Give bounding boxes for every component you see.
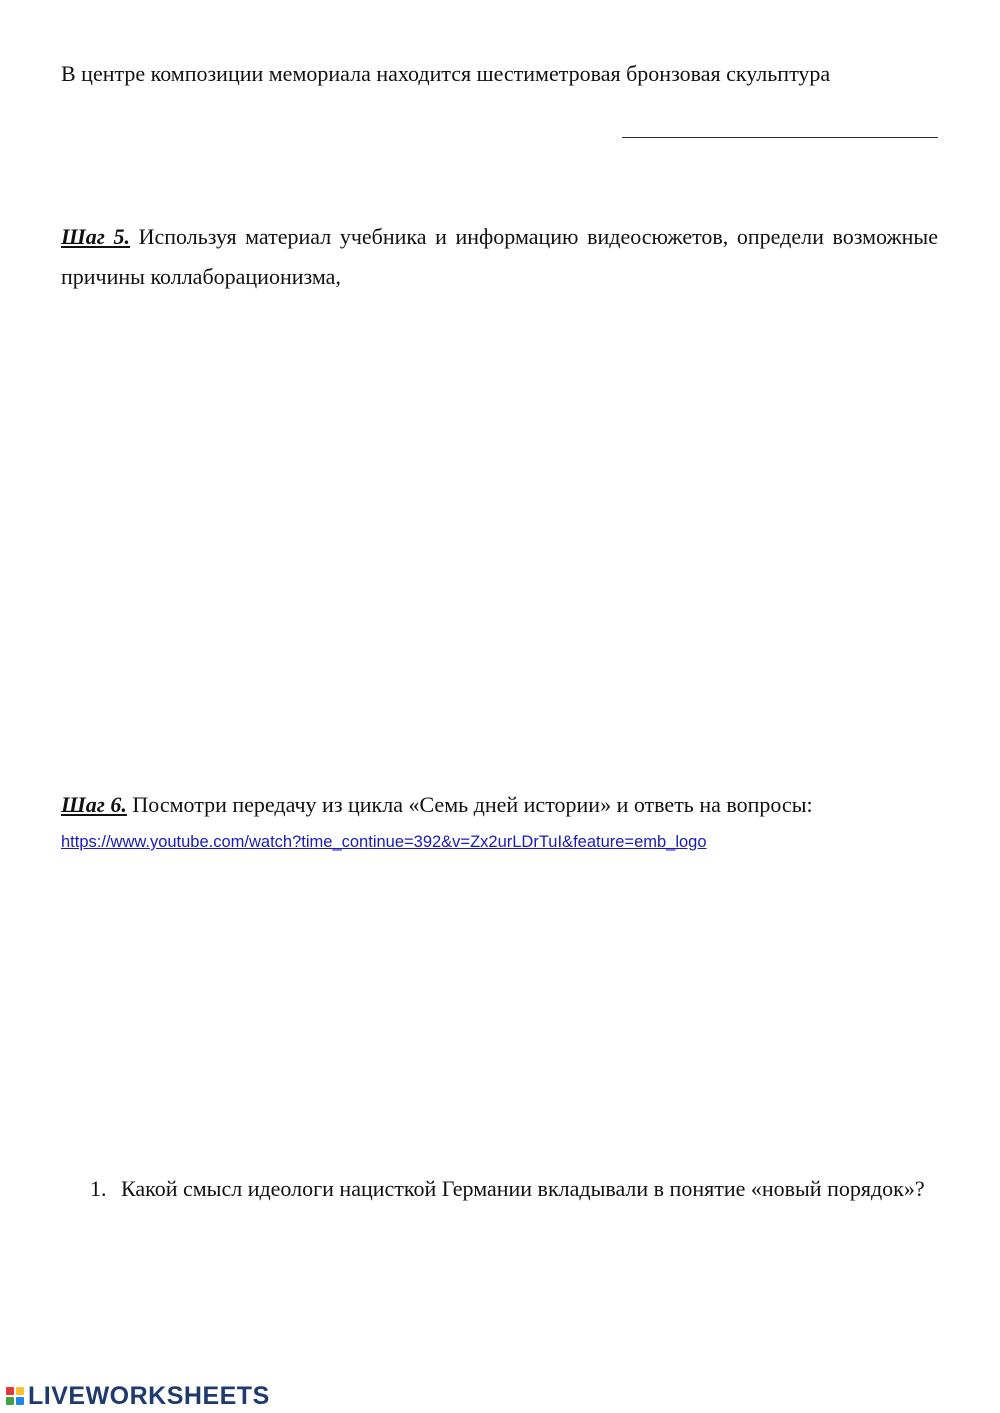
logo-square-red	[6, 1387, 14, 1395]
liveworksheets-logo	[6, 1381, 270, 1411]
question-number: 1.	[90, 1176, 107, 1201]
logo-square-yellow	[16, 1387, 24, 1395]
step5-label: Шаг 5.	[61, 224, 130, 249]
logo-square-green	[6, 1397, 14, 1405]
intro-sentence: В центре композиции мемориала находится шестиметровая бронзовая скульптура	[61, 61, 831, 86]
step5-text: Используя материал учебника и информацию видеосюжетов, определи возможные причины коллаборационизма,	[61, 224, 938, 289]
youtube-link[interactable]: https://www.youtube.com/watch?time_continue=392&v=Zx2urLDrTuI&feature=emb_logo	[61, 833, 707, 851]
step5-paragraph	[61, 217, 938, 297]
step6-text: Посмотри передачу из цикла «Семь дней истории» и ответь на вопросы:	[132, 792, 813, 817]
question-item	[90, 1174, 938, 1204]
logo-mark-icon	[6, 1387, 24, 1405]
step6-label: Шаг 6.	[61, 792, 127, 817]
logo-text: LIVEWORKSHEETS	[28, 1381, 270, 1410]
question-text: Какой смысл идеологи нацисткой Германии вкладывали в понятие «новый порядок»?	[121, 1176, 925, 1201]
step6-paragraph	[61, 785, 938, 825]
answer-blank-line[interactable]	[622, 137, 938, 138]
logo-square-blue	[16, 1397, 24, 1405]
